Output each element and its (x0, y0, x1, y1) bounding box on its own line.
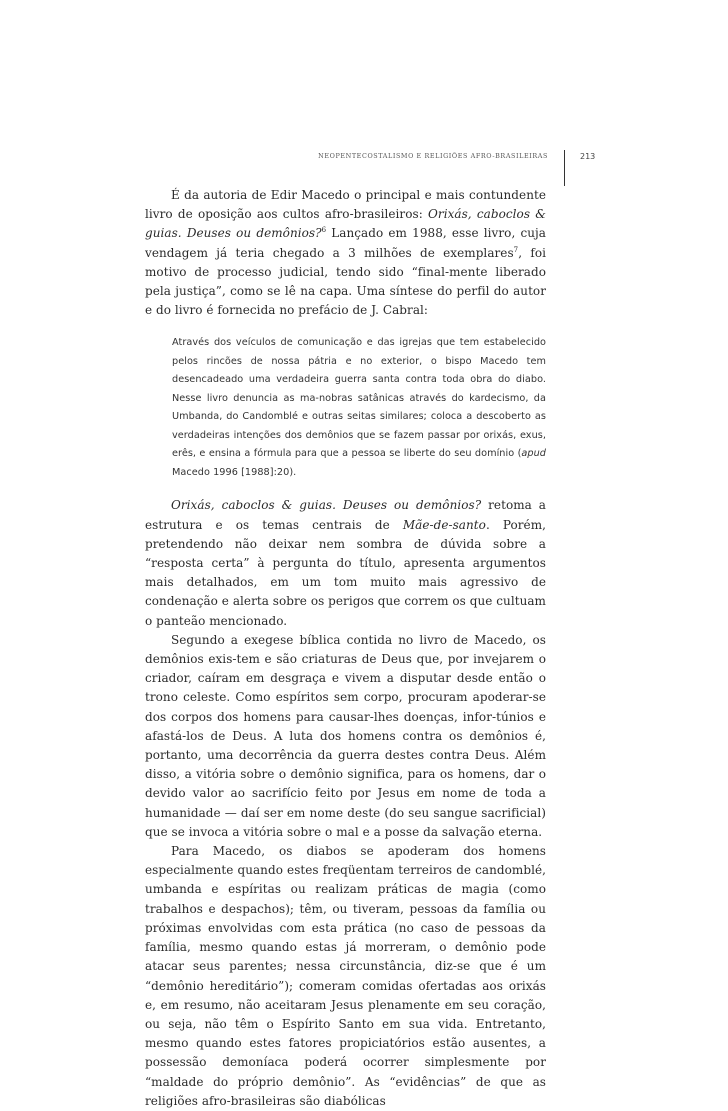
quote-apud: apud (521, 448, 546, 460)
text-span: Lançado em 1988, esse livro, cuja vendagem já teria chegado a 3 milhões de exemplares (145, 226, 546, 260)
book-title: Mãe-de-santo (402, 517, 486, 532)
page-number: 213 (580, 152, 596, 161)
paragraph-2 (145, 496, 546, 630)
header-rule (564, 150, 565, 186)
footnote-ref-6: 6 (321, 226, 327, 235)
book-title: Orixás, caboclos & guias. Deuses ou demônios? (145, 207, 546, 241)
paragraph-3: Segundo a exegese bíblica contida no livro de Macedo, os demônios exis-tem e são criaturas de Deus que, por invejarem o criador, caíram em desgraça e vivem a disputar desde então o trono celeste. Como espíritos sem corpo, procuram apoderar-se dos corpos dos homens para causar-lhes doenças, infor-túnios e afastá-los de Deus. A luta dos homens contra os demônios é, portanto, uma decorrência da guerra destes contra Deus. Além disso, a vitória sobre o demônio significa, para os homens, dar o devido valor ao sacrifício feito por Jesus em nome de toda a humanidade — daí ser em nome deste (do seu sangue sacrificial) que se invoca a vitória sobre o mal e a posse da salvação eterna. (145, 632, 546, 839)
footnote-ref-7: 7 (513, 245, 519, 254)
text-span: , foi motivo de processo judicial, tendo sido “final-mente liberado pela justiça”, como se lê na capa. Uma síntese do perfil do autor e do livro é fornecida no prefácio de J. Cabral: (145, 245, 546, 318)
text-span: . Porém, pretendendo não deixar nem sombra de dúvida sobre a “resposta certa” à pergunta do título, apresenta argumentos mais detalhados, em um tom muito mais agressivo de condenação e alerta sobre os perigos que correm os que cultuam o panteão mencionado. (145, 517, 546, 628)
block-quote (172, 334, 546, 482)
text-span: É da autoria de Edir Macedo o principal e mais contundente livro de oposição aos cultos afro-brasileiros: (145, 188, 546, 222)
quote-citation: Macedo 1996 [1988]:20). (172, 466, 297, 478)
body-text (145, 186, 546, 1111)
book-title: Orixás, caboclos & guias. Deuses ou demônios? (171, 498, 482, 513)
running-head: NEOPENTECOSTALISMO E RELIGIÕES AFRO-BRASILEIRAS (318, 152, 548, 160)
quote-text: Através dos veículos de comunicação e das igrejas que tem estabelecido pelos rincões de nossa pátria e no exterior, o bispo Macedo tem desencadeado uma verdadeira guerra santa contra toda obra do diabo. Nesse livro denuncia as ma-nobras satânicas através do kardecismo, da Umbanda, do Candomblé e outras seitas similares; coloca a descoberto as verdadeiras intenções dos demônios que se fazem passar por orixás, exus, erês, e ensina a fórmula para que a pessoa se liberte do seu domínio ( (172, 337, 546, 460)
paragraph-1 (145, 186, 546, 320)
text-span: retoma a estrutura e os temas centrais de (145, 498, 546, 532)
paragraph-4: Para Macedo, os diabos se apoderam dos homens especialmente quando estes freqüentam terreiros de candomblé, umbanda e espíritas ou realizam práticas de magia (como trabalhos e despachos); têm, ou tiveram, pessoas da família ou próximas envolvidas com esta prática (no caso de pessoas da família, mesmo quando estas já morreram, o demônio pode atacar seus parentes; nessa circunstância, diz-se que é um “demônio hereditário”); comeram comidas ofertadas aos orixás e, em resumo, não aceitaram Jesus plenamente em seu coração, ou seja, não têm o Espírito Santo em sua vida. Entretanto, mesmo quando estes fatores propiciatórios estão ausentes, a possessão demoníaca poderá ocorrer simplesmente por “maldade do próprio demônio”. As “evidências” de que as religiões afro-brasileiras são diabólicas (145, 844, 546, 1108)
